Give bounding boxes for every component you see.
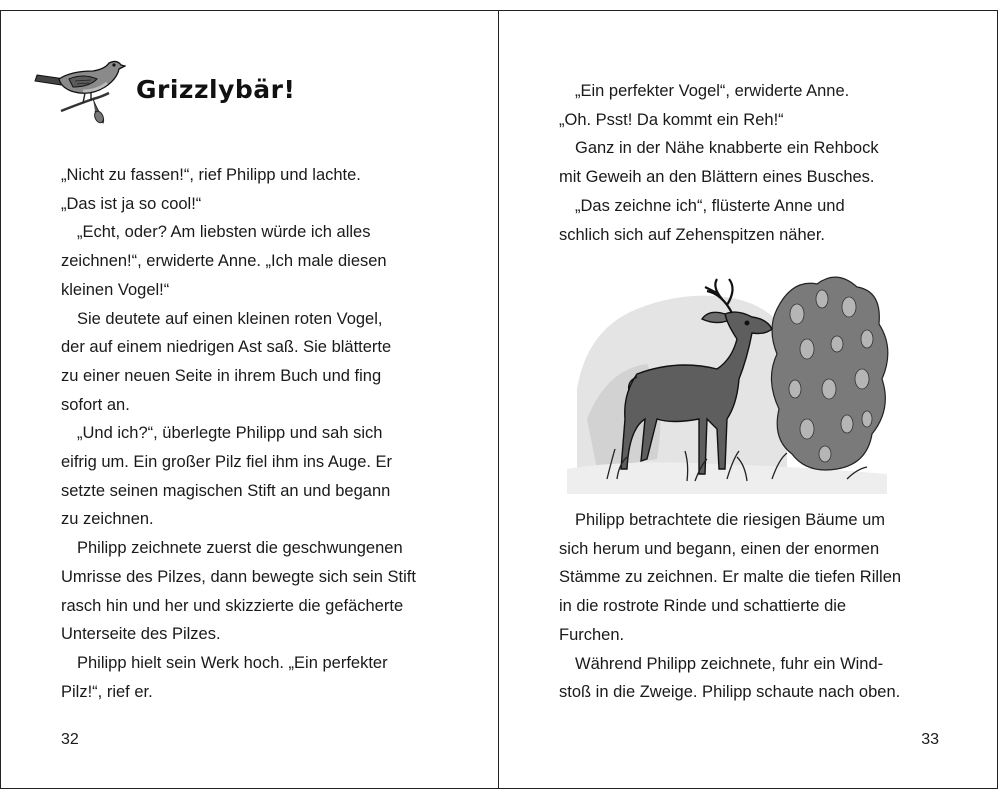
text-line: sich herum und begann, einen der enormen — [559, 539, 880, 558]
deer-and-bush-illustration — [567, 269, 897, 504]
book-spread — [0, 10, 998, 789]
text-line: Unterseite des Pilzes. — [61, 625, 221, 644]
paragraph — [61, 649, 451, 706]
text-line: „Echt, oder? Am liebsten würde ich alles — [77, 223, 371, 242]
text-line: Sie deutete auf einen kleinen roten Vogel, — [77, 309, 383, 328]
paragraph — [559, 650, 949, 707]
text-line: eifrig um. Ein großer Pilz fiel ihm ins Auge. Er — [61, 453, 393, 472]
right-page-body-bottom — [559, 506, 949, 707]
paragraph — [559, 134, 949, 191]
bush-shape — [771, 277, 887, 470]
paragraph — [61, 419, 451, 534]
paragraph — [559, 506, 949, 650]
text-line: „Das ist ja so cool!“ — [61, 194, 202, 213]
text-line: kleinen Vogel!“ — [61, 280, 170, 299]
text-line: zu zeichnen. — [61, 510, 154, 529]
paragraph — [61, 534, 451, 649]
page-number-right: 33 — [921, 731, 939, 748]
page-number-left: 32 — [61, 731, 79, 748]
chapter-title: Grizzlybär! — [136, 74, 296, 104]
text-line: sofort an. — [61, 395, 130, 414]
text-line: „Und ich?“, überlegte Philipp und sah sich — [77, 424, 383, 443]
text-line: „Oh. Psst! Da kommt ein Reh!“ — [559, 110, 784, 129]
paragraph — [559, 77, 949, 134]
text-line: in die rostrote Rinde und schattierte die — [559, 597, 847, 616]
paragraph — [61, 305, 451, 420]
paragraph — [61, 218, 451, 304]
text-line: Furchen. — [559, 625, 625, 644]
bird-icon — [31, 53, 126, 125]
left-page — [1, 11, 499, 788]
text-line: setzte seinen magischen Stift an und begann — [61, 481, 391, 500]
text-line: schlich sich auf Zehenspitzen näher. — [559, 225, 825, 244]
text-line: „Ein perfekter Vogel“, erwiderte Anne. — [575, 82, 850, 100]
text-line: Umrisse des Pilzes, dann bewegte sich sein Stift — [61, 567, 416, 586]
text-line: zu einer neuen Seite in ihrem Buch und fing — [61, 366, 382, 385]
paragraph — [61, 161, 451, 218]
text-line: Philipp hielt sein Werk hoch. „Ein perfekter — [77, 653, 388, 672]
right-page — [499, 11, 997, 788]
text-line: Philipp zeichnete zuerst die geschwungenen — [77, 539, 403, 558]
text-line: zeichnen!“, erwiderte Anne. „Ich male diesen — [61, 252, 387, 271]
text-line: „Nicht zu fassen!“, rief Philipp und lachte. — [61, 166, 361, 184]
text-line: Stämme zu zeichnen. Er malte die tiefen Rillen — [559, 568, 902, 587]
text-line: Philipp betrachtete die riesigen Bäume um — [575, 511, 886, 529]
text-line: „Das zeichne ich“, flüsterte Anne und — [575, 196, 845, 215]
left-page-body — [61, 161, 451, 706]
text-line: rasch hin und her und skizzierte die gefächerte — [61, 596, 404, 615]
paragraph — [559, 192, 949, 249]
text-line: Während Philipp zeichnete, fuhr ein Wind- — [575, 654, 884, 673]
text-line: mit Geweih an den Blättern eines Busches. — [559, 168, 875, 187]
chapter-heading — [31, 53, 295, 125]
text-line: der auf einem niedrigen Ast saß. Sie blätterte — [61, 338, 392, 357]
text-line: stoß in die Zweige. Philipp schaute nach oben. — [559, 683, 901, 702]
text-line: Ganz in der Nähe knabberte ein Rehbock — [575, 139, 879, 158]
text-line: Pilz!“, rief er. — [61, 682, 153, 701]
right-page-body-top — [559, 77, 949, 249]
